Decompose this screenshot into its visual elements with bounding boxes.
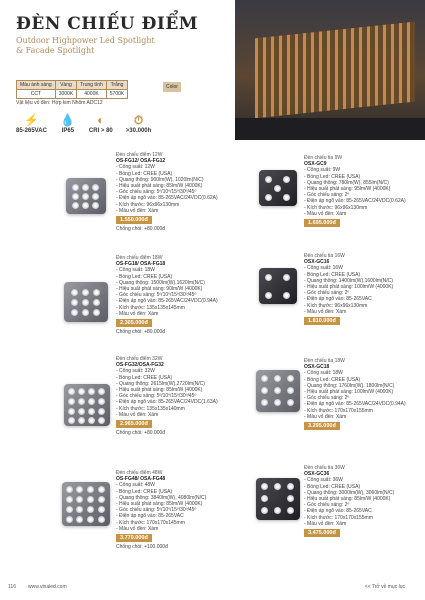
page-subtitle <box>16 36 216 56</box>
spec-line: - Công suất: 18W <box>116 267 155 274</box>
spec-line: - Kích thước: 135x135x140mm <box>116 405 185 412</box>
price-badge: 1.695.000đ <box>304 219 340 227</box>
product-image <box>64 384 110 426</box>
spec-label: IP65 <box>61 128 75 134</box>
page-number: 116 <box>8 584 16 590</box>
product-name: Đèn chiếu điểm 48W <box>116 470 163 476</box>
product-code: OS-FG32/OSA-FG32 <box>116 362 164 369</box>
spec-line: - Góc chiếu sáng: 5º/10º/15º/30º/45º <box>116 292 197 299</box>
spec-line: - Quang thông: 2615lm(W),2720lm(N/C) <box>116 380 205 387</box>
spec-label: CRI > 80 <box>88 128 113 134</box>
price-badge: 2.305.000đ <box>116 319 152 327</box>
price-badge: 1.810.000đ <box>304 317 340 325</box>
spec-line: - Màu vỏ đèn: Xám <box>304 520 347 527</box>
product-image <box>64 282 108 322</box>
product-card <box>304 155 416 227</box>
page-title: ĐÈN CHIẾU ĐIỂM <box>16 14 199 34</box>
color-temperature-table <box>16 80 128 99</box>
spec-label: 85-265VAC <box>16 128 47 134</box>
spec-line: - Hiệu suất phát sáng: 100lm/W (4000K) <box>304 284 394 291</box>
product-code: OSX-GC36 <box>304 471 330 478</box>
spec-line: - Kích thước: 170x170x155mm <box>304 407 373 414</box>
product-image <box>62 482 110 526</box>
spec-line: - Quang thông: 1400lm(W),1600lm(N/C) <box>304 277 393 284</box>
subtitle-line-2: & Facade Spotlight <box>16 46 95 55</box>
anti-glare-note: Chống chói: +80.000đ <box>116 329 166 336</box>
spec-line: - Kích thước: 96x96x130mm <box>116 201 180 208</box>
anti-glare-note: Chống chói: +80.000đ <box>116 226 166 233</box>
temp-value-cell: 5700K <box>106 90 127 99</box>
spec-ip <box>60 112 76 134</box>
subtitle-line-1: Outdoor Highpower Led Spotlight <box>16 36 155 45</box>
product-name: Đèn chiếu tia 36W <box>304 465 345 471</box>
temp-value-cell: 3000K <box>55 90 76 99</box>
spec-line: - Điện áp ngõ vào: 85-265VAC/24VDC(1.63A) <box>116 399 218 406</box>
spec-line: - Công suất: 18W <box>304 370 343 377</box>
spec-line: - Công suất: 32W <box>116 368 155 375</box>
price-badge: 1.550.000đ <box>116 216 152 224</box>
product-card <box>304 358 416 430</box>
spec-line: - Hiệu suất phát sáng: 90lm/W (4000K) <box>116 286 203 293</box>
spec-line: - Công suất: 48W <box>116 482 155 489</box>
product-card <box>116 255 231 335</box>
spec-line: - Kích thước: 96x96x130mm <box>304 302 368 309</box>
product-name: Đèn chiếu điểm 18W <box>116 255 163 261</box>
spec-line: - Điện áp ngõ vào: 85-265VAC/24VDC(0.94A) <box>116 298 218 305</box>
spec-line: - Công suất: 36W <box>304 477 343 484</box>
product-image <box>259 268 297 304</box>
bolt-icon: ⚡ <box>23 113 39 127</box>
temp-value-cell: CCT <box>17 90 56 99</box>
building-facade-photo <box>235 0 425 140</box>
spec-line: - Bóng Led: CREE (USA) <box>304 376 361 383</box>
product-code: OS-FG18/ OSA-FG18 <box>116 261 166 268</box>
price-badge: 3.295.000đ <box>304 422 340 430</box>
product-card <box>116 356 231 436</box>
spec-line: - Màu vỏ đèn: Xám <box>304 308 347 315</box>
anti-glare-note: Chống chói: +80.000đ <box>116 430 166 437</box>
spec-line: - Quang thông: 3000lm(W), 3060lm(N/C) <box>304 489 395 496</box>
spec-line: - Công suất: 12W <box>116 164 155 171</box>
temp-header-cell: Trắng <box>106 81 127 90</box>
spec-line: - Điện áp ngõ vào: 85-265VAC <box>304 508 372 515</box>
temp-header-cell: Màu ánh sáng <box>17 81 56 90</box>
temp-header-cell: Vàng <box>55 81 76 90</box>
temp-value-cell: 4000K <box>77 90 107 99</box>
spec-line: - Bóng Led: CREE (USA) <box>116 488 173 495</box>
cri-icon: ◐ <box>97 113 105 127</box>
product-code: OSX-GC9 <box>304 161 327 168</box>
product-card <box>304 465 416 537</box>
product-card <box>116 470 231 550</box>
spec-line: - Bóng Led: CREE (USA) <box>304 271 361 278</box>
product-code: OS-FG48/ OSA-FG48 <box>116 476 166 483</box>
spec-line: - Điện áp ngõ vào: 85-265VAC/24VDC(0.94A) <box>304 401 406 408</box>
spec-line: - Góc chiếu sáng: 2º <box>304 192 350 199</box>
product-card <box>116 152 231 232</box>
spec-line: - Hiệu suất phát sáng: 85lm/W (4000K) <box>116 387 203 394</box>
product-name: Đèn chiếu tia 16W <box>304 253 345 259</box>
price-badge: 3.770.000đ <box>116 534 152 542</box>
back-to-contents-link[interactable]: << Trở về mục lục <box>364 584 405 590</box>
spec-voltage <box>16 112 47 134</box>
color-badge: Color <box>163 82 181 92</box>
spec-line: - Hiệu suất phát sáng: 85lm/W (4000K) <box>304 496 391 503</box>
anti-glare-note: Chống chói: +100.000đ <box>116 544 168 551</box>
spec-line: - Kích thước: 96x96x130mm <box>304 204 368 211</box>
spec-line: - Màu vỏ đèn: Xám <box>116 411 159 418</box>
product-code: OS-FG12/ OSA-FG12 <box>116 158 166 165</box>
spec-line: - Quang thông: 1760lm(W), 1800lm(N/C) <box>304 382 395 389</box>
spec-label: >30.000h <box>125 128 152 134</box>
spec-line: - Bóng Led: CREE (USA) <box>304 483 361 490</box>
price-badge: 3.475.000đ <box>304 529 340 537</box>
spec-line: - Màu vỏ đèn: Xám <box>116 525 159 532</box>
spec-line: - Góc chiếu sáng: 5º/10º/15º/30º/45º <box>116 393 197 400</box>
product-image <box>256 370 300 412</box>
product-code: OSX-GC18 <box>304 364 330 371</box>
spec-cri <box>89 112 113 134</box>
spec-line: - Góc chiếu sáng: 2º <box>304 395 350 402</box>
product-code: OSX-GC16 <box>304 259 330 266</box>
product-name: Đèn chiếu tia 9W <box>304 155 343 161</box>
spec-line: - Hiệu suất phát sáng: 100lm/W (4000K) <box>304 389 394 396</box>
spec-line: - Bóng Led: CREE (USA) <box>304 173 361 180</box>
spec-line: - Góc chiếu sáng: 2º <box>304 290 350 297</box>
spec-line: - Quang thông: 900lm(W), 1020lm(N/C) <box>116 176 204 183</box>
material-note: Vật liệu vỏ đèn: Hợp kim Nhôm ADC12 <box>16 100 103 106</box>
product-name: Đèn chiếu điểm 12W <box>116 152 163 158</box>
spec-line: - Hiệu suất phát sáng: 85lm/W (4000K) <box>116 183 203 190</box>
spec-line: - Bóng Led: CREE (USA) <box>116 374 173 381</box>
spec-line: - Công suất: 16W <box>304 265 343 272</box>
spec-line: - Điện áp ngõ vào: 85-265VAC/24VDC(0.62A) <box>304 198 406 205</box>
spec-line: - Bóng Led: CREE (USA) <box>116 273 173 280</box>
spec-line: - Bóng Led: CREE (USA) <box>116 170 173 177</box>
spec-lifetime <box>126 112 152 134</box>
spec-line: - Màu vỏ đèn: Xám <box>116 310 159 317</box>
spec-line: - Quang thông: 3840lm(W), 4080lm(N/C) <box>116 494 207 501</box>
spec-line: - Góc chiếu sáng: 2º <box>304 502 350 509</box>
spec-line: - Quang thông: 1500lm(W),1620lm(N/C) <box>116 279 205 286</box>
price-badge: 2.965.000đ <box>116 420 152 428</box>
product-name: Đèn chiếu tia 18W <box>304 358 345 364</box>
spec-line: - Màu vỏ đèn: Xám <box>304 413 347 420</box>
spec-line: - Màu vỏ đèn: Xám <box>116 207 159 214</box>
spec-line: - Kích thước: 170x170x145mm <box>116 519 185 526</box>
spec-line: - Điện áp ngõ vào: 85-265VAC <box>116 513 184 520</box>
spec-line: - Kích thước: 135x135x145mm <box>116 304 185 311</box>
website-link[interactable]: www.vinaled.com <box>28 584 67 590</box>
product-name: Đèn chiếu điểm 32W <box>116 356 163 362</box>
spec-line: - Điện áp ngõ vào: 85-265VAC <box>304 296 372 303</box>
product-image <box>66 178 106 214</box>
spec-line: - Hiệu suất phát sáng: 85lm/W (4000K) <box>116 501 203 508</box>
spec-icons-row <box>16 112 151 134</box>
spec-line: - Công suất: 9W <box>304 167 341 174</box>
spec-line: - Hiệu suất phát sáng: 95lm/W (4000K) <box>304 186 391 193</box>
spec-line: - Góc chiếu sáng: 5º/10º/15º/30º/45º <box>116 507 197 514</box>
spec-line: - Kích thước: 170x170x155mm <box>304 514 373 521</box>
product-image <box>259 170 297 206</box>
water-drop-icon: 💧 <box>60 113 76 127</box>
spec-line: - Góc chiếu sáng: 5º/10º/15º/30º/45º <box>116 189 197 196</box>
spec-line: - Quang thông: 780lm(W), 855lm(N/C) <box>304 179 389 186</box>
spec-line: - Màu vỏ đèn: Xám <box>304 210 347 217</box>
lifetime-icon: ⏱ <box>133 112 144 127</box>
spec-line: - Điện áp ngõ vào: 85-265VAC/24VDC(0.62A) <box>116 195 218 202</box>
temp-header-cell: Trung tính <box>77 81 107 90</box>
product-image <box>256 478 300 520</box>
product-card <box>304 253 416 325</box>
